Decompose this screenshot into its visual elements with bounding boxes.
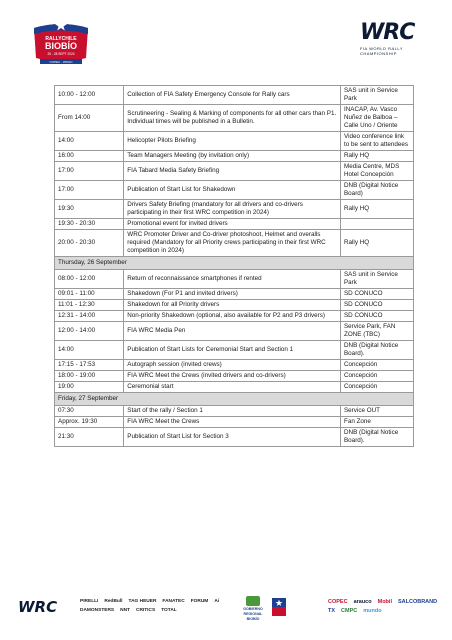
rally-logo-line2: BIOBÍO xyxy=(44,41,78,51)
schedule-row xyxy=(55,360,414,371)
schedule-time: 11:01 - 12:30 xyxy=(55,300,124,311)
schedule-time: 10:00 - 12:00 xyxy=(55,86,124,105)
schedule-table xyxy=(54,85,414,447)
page-header xyxy=(0,0,452,80)
schedule-row xyxy=(55,300,414,311)
wrc-logo-tagline: FIA WORLD RALLY CHAMPIONSHIP xyxy=(360,46,403,56)
chile-gov-icon xyxy=(272,598,286,616)
footer-left-sponsors xyxy=(80,597,225,615)
schedule-time: 17:00 xyxy=(55,181,124,200)
schedule-row xyxy=(55,151,414,162)
footer-right-sponsors xyxy=(328,598,438,616)
schedule-activity: Publication of Start Lists for Ceremonial Start and Section 1 xyxy=(124,341,341,360)
sponsor-pirelli: PIRELLI xyxy=(80,599,99,604)
schedule-location: SAS unit in Service Park xyxy=(340,270,413,289)
schedule-time: 18:00 - 19:00 xyxy=(55,371,124,382)
sponsor-salcobrand: SALCOBRAND xyxy=(397,599,438,605)
schedule-activity: FIA Tabard Media Safety Briefing xyxy=(124,162,341,181)
schedule-row xyxy=(55,341,414,360)
schedule-location xyxy=(340,219,413,230)
schedule-location: SD CONUCO xyxy=(340,300,413,311)
schedule-time: 08:00 - 12:00 xyxy=(55,270,124,289)
schedule-row xyxy=(55,417,414,428)
schedule-row xyxy=(55,406,414,417)
schedule-time: 17:15 - 17:53 xyxy=(55,360,124,371)
gov-biobio-emblem xyxy=(246,596,260,606)
sponsor-ai: Ai xyxy=(214,599,220,604)
schedule-time: 19:30 - 20:30 xyxy=(55,219,124,230)
sponsor-copec: COPEC xyxy=(328,599,348,605)
schedule-location: SD CONUCO xyxy=(340,289,413,300)
schedule-row xyxy=(55,132,414,151)
wrc-logo-mark: WRC xyxy=(360,20,415,45)
schedule-time: 09:01 - 11:00 xyxy=(55,289,124,300)
schedule-activity: Autograph session (invited crews) xyxy=(124,360,341,371)
sponsor-tx: TX xyxy=(328,608,336,614)
schedule-time: 19:30 xyxy=(55,200,124,219)
schedule-row xyxy=(55,219,414,230)
schedule-activity: Collection of FIA Safety Emergency Console for Rally cars xyxy=(124,86,341,105)
schedule-location: INACAP, Av. Vasco Nuñez de Balboa – Calle Uno / Oriente xyxy=(340,105,413,132)
schedule-location: Rally HQ xyxy=(340,200,413,219)
schedule-time: 21:30 xyxy=(55,428,124,447)
schedule-row xyxy=(55,230,414,257)
schedule-row xyxy=(55,382,414,393)
schedule-location: Video conference link to be sent to attendees xyxy=(340,132,413,151)
schedule-activity: Return of reconnaissance smartphones if rented xyxy=(124,270,341,289)
day-header: Thursday, 26 September xyxy=(55,257,414,270)
sponsor-forum: FORUM xyxy=(190,599,209,604)
rally-logo-line1: RALLYCHILE xyxy=(45,36,77,42)
sponsor-mobil: Mobil xyxy=(377,599,392,605)
gov-line1: GOBIERNO REGIONAL xyxy=(243,607,263,616)
schedule-location: Concepción xyxy=(340,360,413,371)
schedule-activity: Team Managers Meeting (by invitation only) xyxy=(124,151,341,162)
day-header-row xyxy=(55,393,414,406)
schedule-activity: FIA WRC Media Pen xyxy=(124,322,341,341)
sponsor-footer xyxy=(0,592,452,632)
schedule-location: Fan Zone xyxy=(340,417,413,428)
schedule-row xyxy=(55,105,414,132)
schedule-time: Approx. 19:30 xyxy=(55,417,124,428)
schedule-activity: Non-priority Shakedown (optional, also available for P2 and P3 drivers) xyxy=(124,311,341,322)
schedule-body xyxy=(55,86,414,447)
sponsor-tag-heuer: TAG HEUER xyxy=(128,599,157,604)
rally-chile-biobio-logo xyxy=(30,18,92,66)
schedule-row xyxy=(55,311,414,322)
schedule-row xyxy=(55,181,414,200)
schedule-location: DNB (Digital Notice Board) xyxy=(340,181,413,200)
gov-line2: BIOBÍO xyxy=(246,617,260,621)
schedule-time: 16:00 xyxy=(55,151,124,162)
schedule-activity: Publication of Start List for Shakedown xyxy=(124,181,341,200)
schedule-time: From 14:00 xyxy=(55,105,124,132)
schedule-row xyxy=(55,322,414,341)
schedule-row xyxy=(55,86,414,105)
schedule-row xyxy=(55,200,414,219)
sponsor-total: TOTAL xyxy=(161,608,177,613)
schedule-time: 19:00 xyxy=(55,382,124,393)
schedule-activity: Promotional event for invited drivers xyxy=(124,219,341,230)
schedule-activity: Ceremonial start xyxy=(124,382,341,393)
rally-logo-dates: 25 - 28 SEPT 2024 xyxy=(47,52,75,56)
sponsor-nnt: NNT xyxy=(120,608,130,613)
schedule-time: 14:00 xyxy=(55,132,124,151)
wrc-logo xyxy=(360,22,422,62)
schedule-location: Rally HQ xyxy=(340,151,413,162)
schedule-location: DNB (Digital Notice Board). xyxy=(340,428,413,447)
schedule-activity: Start of the rally / Section 1 xyxy=(124,406,341,417)
schedule-activity: Scrutineering - Sealing & Marking of components for all other cars than P1. Individual times will be published in a Bulletin. xyxy=(124,105,341,132)
schedule-activity: Shakedown (For P1 and invited drivers) xyxy=(124,289,341,300)
schedule-activity: Publication of Start List for Section 3 xyxy=(124,428,341,447)
schedule-time: 20:00 - 20:30 xyxy=(55,230,124,257)
schedule-activity: WRC Promoter Driver and Co-driver photoshoot, Helmet and overalls required (Mandatory for all Priority crews participating in their first WRC competition in 2024) xyxy=(124,230,341,257)
schedule-location: DNB (Digital Notice Board). xyxy=(340,341,413,360)
schedule-location: Concepción xyxy=(340,382,413,393)
day-header: Friday, 27 September xyxy=(55,393,414,406)
schedule-time: 12:00 - 14:00 xyxy=(55,322,124,341)
schedule-row xyxy=(55,428,414,447)
rally-logo-sponsors: COPEC · WRGO xyxy=(49,60,73,64)
schedule-location: Concepción xyxy=(340,371,413,382)
schedule-location: Service OUT xyxy=(340,406,413,417)
footer-wrc-logo: WRC xyxy=(18,598,58,616)
schedule-time: 12:31 - 14:00 xyxy=(55,311,124,322)
schedule-row xyxy=(55,371,414,382)
schedule-row xyxy=(55,162,414,181)
sponsor-mundo: mundo xyxy=(363,608,382,614)
schedule-time: 07:30 xyxy=(55,406,124,417)
schedule-row xyxy=(55,289,414,300)
schedule-time: 14:00 xyxy=(55,341,124,360)
sponsor-damonsters: DAMONSTERS xyxy=(80,608,115,613)
chile-gov-emblem xyxy=(272,598,286,616)
schedule-location: SD CONUCO xyxy=(340,311,413,322)
schedule-location: Rally HQ xyxy=(340,230,413,257)
schedule-activity: Shakedown for all Priority drivers xyxy=(124,300,341,311)
schedule-location: Media Centre, MDS Hotel Concepción xyxy=(340,162,413,181)
schedule-activity: Drivers Safety Briefing (mandatory for all drivers and co-drivers participating in their first WRC competition in 2024) xyxy=(124,200,341,219)
day-header-row xyxy=(55,257,414,270)
schedule-time: 17:00 xyxy=(55,162,124,181)
sponsor-redbull: RedBull xyxy=(104,599,123,604)
sponsor-arauco: arauco xyxy=(353,599,372,605)
schedule-activity: Helicopter Pilots Briefing xyxy=(124,132,341,151)
sponsor-fanatec: FANATEC xyxy=(162,599,185,604)
schedule-location: Service Park, FAN ZONE (TBC) xyxy=(340,322,413,341)
schedule-location: SAS unit in Service Park xyxy=(340,86,413,105)
schedule-row xyxy=(55,270,414,289)
sponsor-cmpc: CMPC xyxy=(341,608,358,614)
schedule-activity: FIA WRC Meet the Crews (invited drivers and co-drivers) xyxy=(124,371,341,382)
footer-gov-biobio-logo xyxy=(240,596,266,622)
schedule-activity: FIA WRC Meet the Crews xyxy=(124,417,341,428)
sponsor-critics: CRITICS xyxy=(135,608,156,613)
